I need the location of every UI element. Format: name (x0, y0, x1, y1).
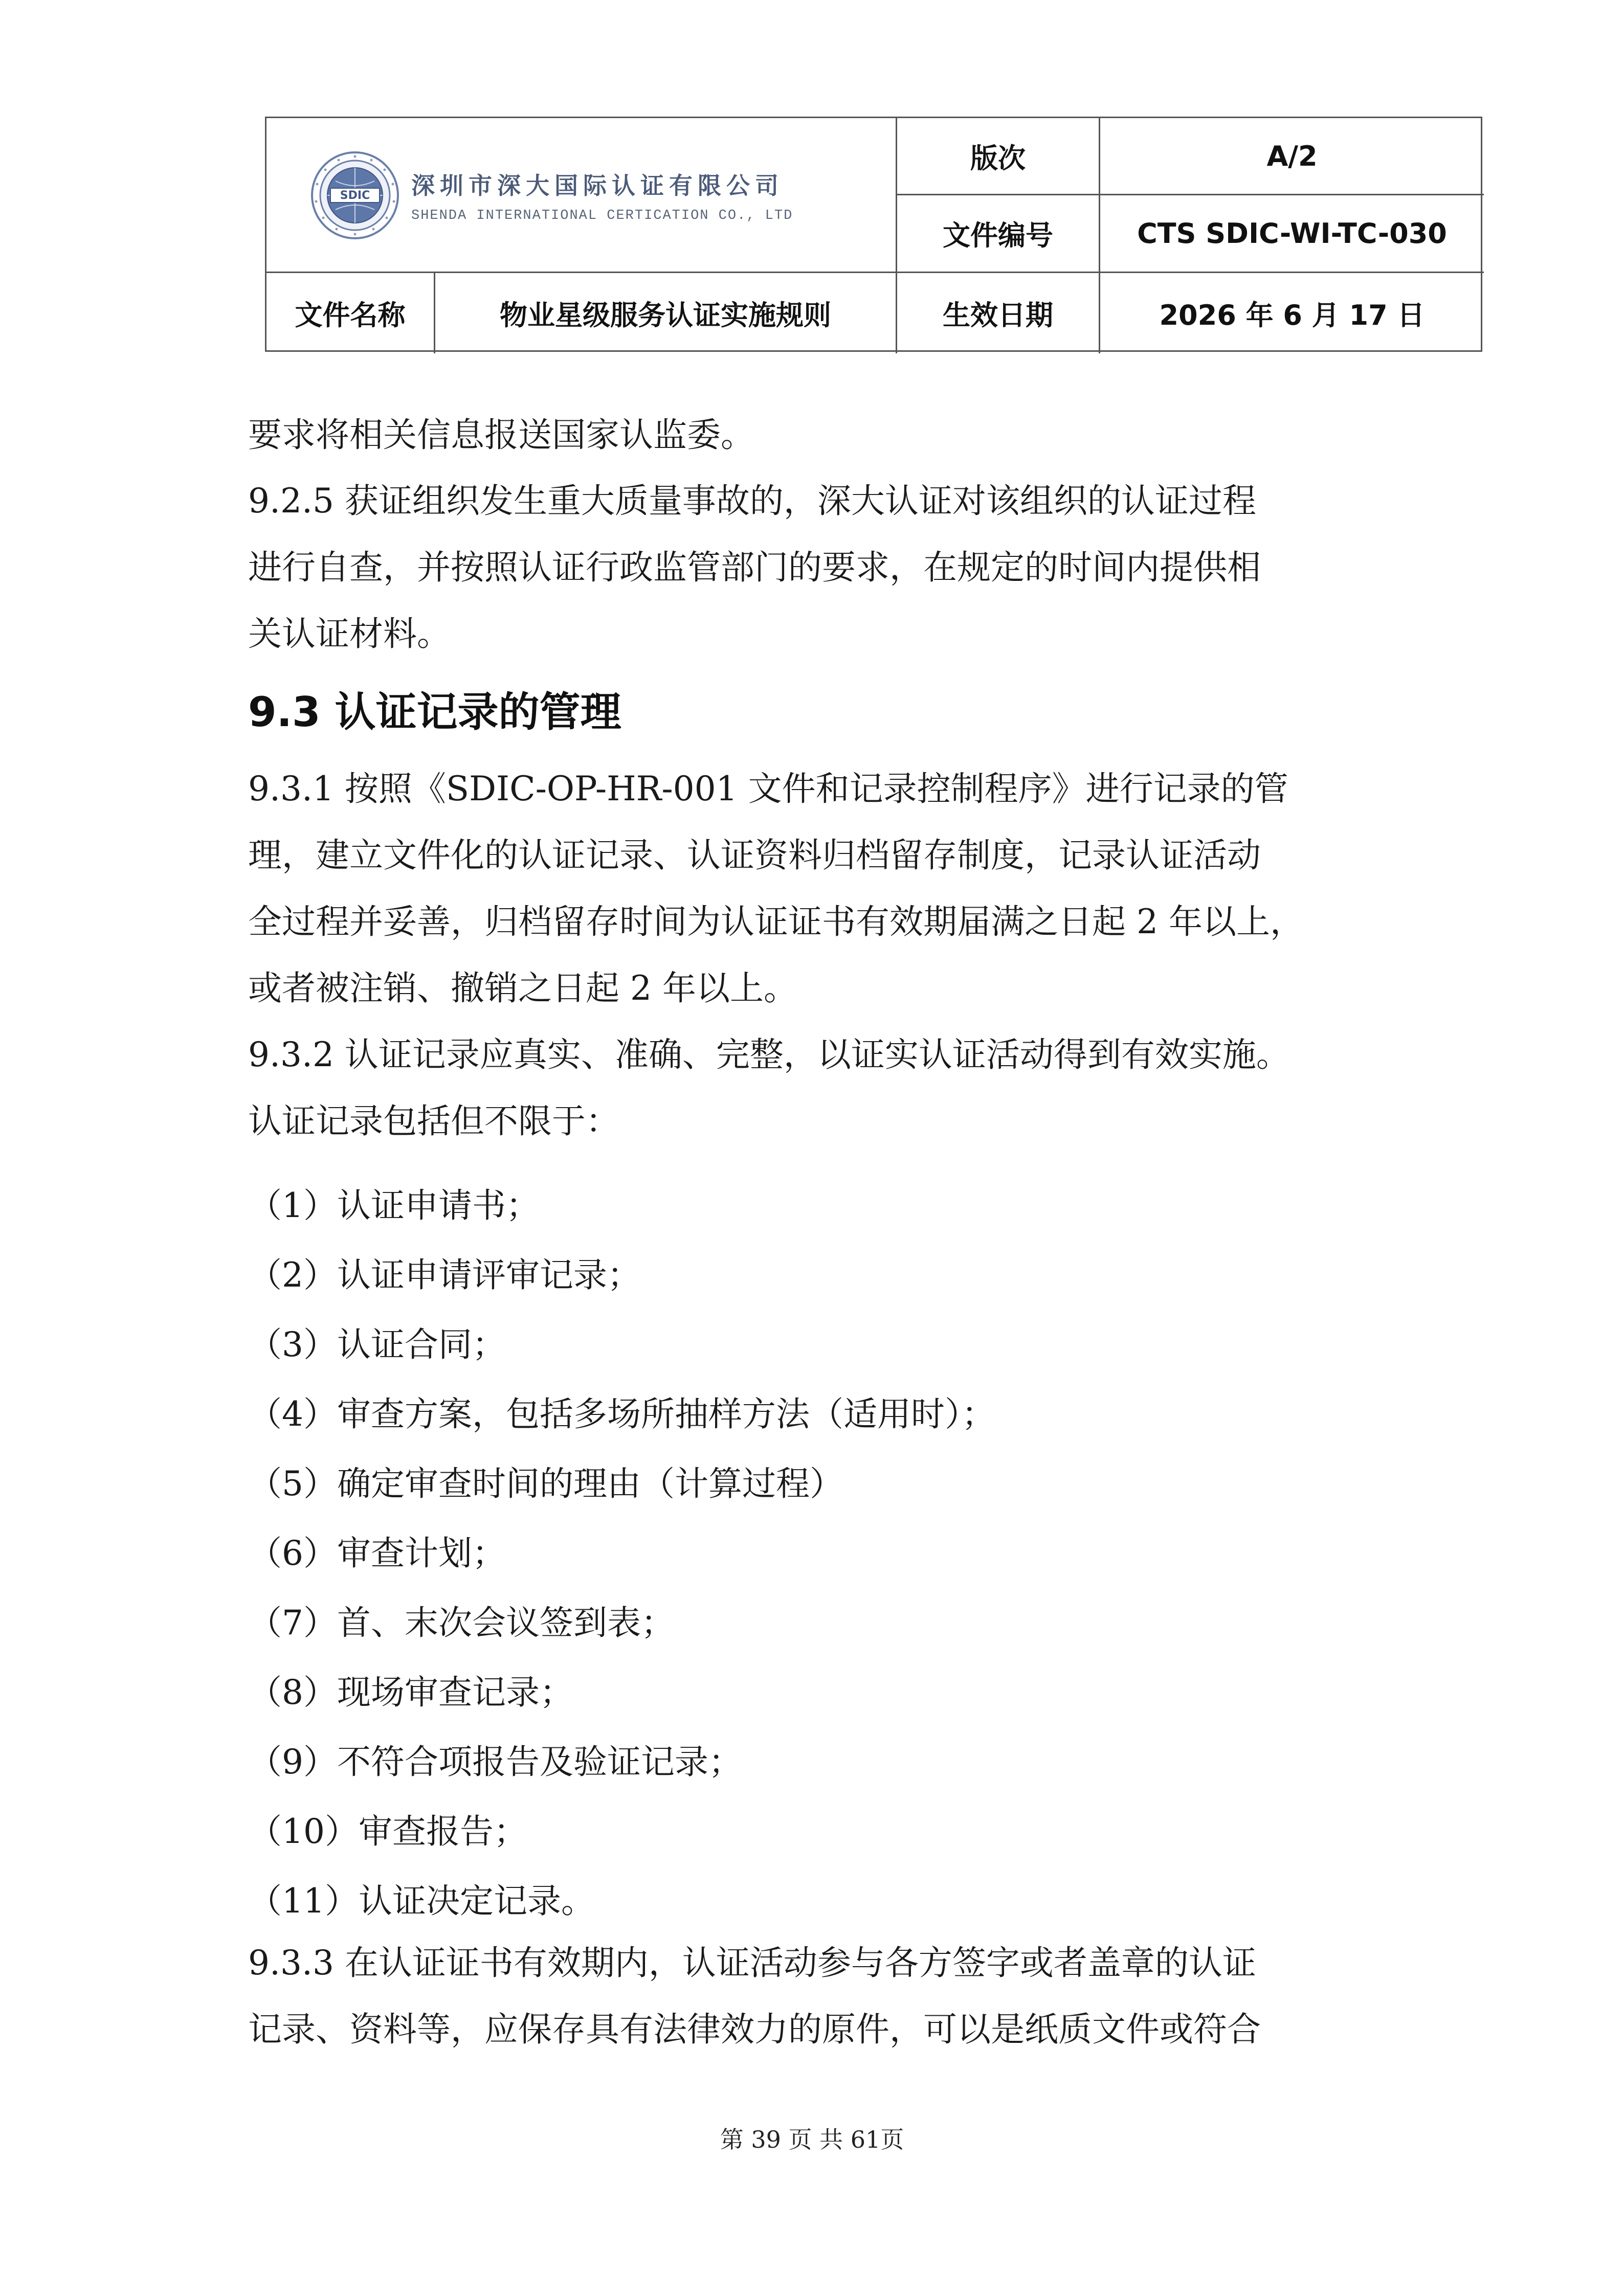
paragraph-9-3-3 (248, 1930, 1394, 2063)
doc-name-value: 物业星级服务认证实施规则 (500, 299, 831, 331)
doc-number-label: 文件编号 (943, 219, 1053, 252)
text-line: 要求将相关信息报送国家认监委。 (248, 415, 754, 455)
text-line: 9.3.2 认证记录应真实、准确、完整，以证实认证活动得到有效实施。 (248, 1035, 1290, 1074)
list-item: （9）不符合项报告及验证记录； (248, 1742, 742, 1782)
paragraph-9-3-1 (248, 756, 1394, 1155)
text-line: 或者被注销、撤销之日起 2 年以上。 (248, 969, 797, 1008)
document-header-table (265, 117, 1482, 352)
list-item: （11）认证决定记录。 (248, 1881, 595, 1921)
company-seal-icon (310, 150, 400, 240)
company-name-en: SHENDA INTERNATIONAL CERTICATION CO., LTD (411, 208, 793, 223)
company-name-cn: 深圳市深大国际认证有限公司 (411, 172, 784, 199)
effective-date-value: 2026 年 6 月 17 日 (1159, 299, 1425, 331)
text-line: 9.3.3 在认证证书有效期内，认证活动参与各方签字或者盖章的认证 (248, 1943, 1256, 1983)
text-line: 认证记录包括但不限于： (248, 1101, 619, 1141)
text-line: 记录、资料等，应保存具有法律效力的原件，可以是纸质文件或符合 (248, 2010, 1261, 2049)
version-value: A/2 (1266, 140, 1318, 172)
company-logo (310, 150, 793, 240)
text-line: 全过程并妥善，归档留存时间为认证证书有效期届满之日起 2 年以上， (248, 902, 1304, 941)
page-number-footer: 第 39 页 共 61页 (720, 2126, 904, 2153)
record-list (248, 1171, 1394, 1936)
section-heading-9-3: 9.3 认证记录的管理 (248, 688, 621, 736)
list-item: （3）认证合同； (248, 1325, 506, 1364)
list-item: （10）审查报告； (248, 1812, 527, 1851)
paragraph-9-2-5 (248, 468, 1394, 667)
list-item: （1）认证申请书； (248, 1186, 540, 1225)
text-line: 9.3.1 按照《SDIC-OP-HR-001 文件和记录控制程序》进行记录的管 (248, 769, 1288, 808)
list-item: （8）现场审查记录； (248, 1673, 573, 1712)
list-item: （5）确定审查时间的理由（计算过程） (248, 1464, 843, 1503)
text-line: 关认证材料。 (248, 614, 451, 654)
doc-name-label: 文件名称 (295, 299, 406, 331)
version-label: 版次 (970, 142, 1026, 174)
text-line: 理，建立文件化的认证记录、认证资料归档留存制度，记录认证活动 (248, 836, 1261, 875)
logo-abbr: SDIC (340, 189, 370, 202)
paragraph-report-info (248, 402, 1394, 468)
effective-date-label: 生效日期 (943, 299, 1053, 331)
list-item: （7）首、末次会议签到表； (248, 1603, 675, 1642)
list-item: （2）认证申请评审记录； (248, 1255, 641, 1295)
text-line: 进行自查，并按照认证行政监管部门的要求，在规定的时间内提供相 (248, 548, 1261, 587)
doc-number-value: CTS SDIC-WI-TC-030 (1137, 217, 1447, 250)
list-item: （6）审查计划； (248, 1534, 506, 1573)
company-logo-cell (266, 118, 897, 273)
list-item: （4）审查方案，包括多场所抽样方法（适用时）； (248, 1394, 995, 1434)
text-line: 9.2.5 获证组织发生重大质量事故的，深大认证对该组织的认证过程 (248, 481, 1256, 521)
